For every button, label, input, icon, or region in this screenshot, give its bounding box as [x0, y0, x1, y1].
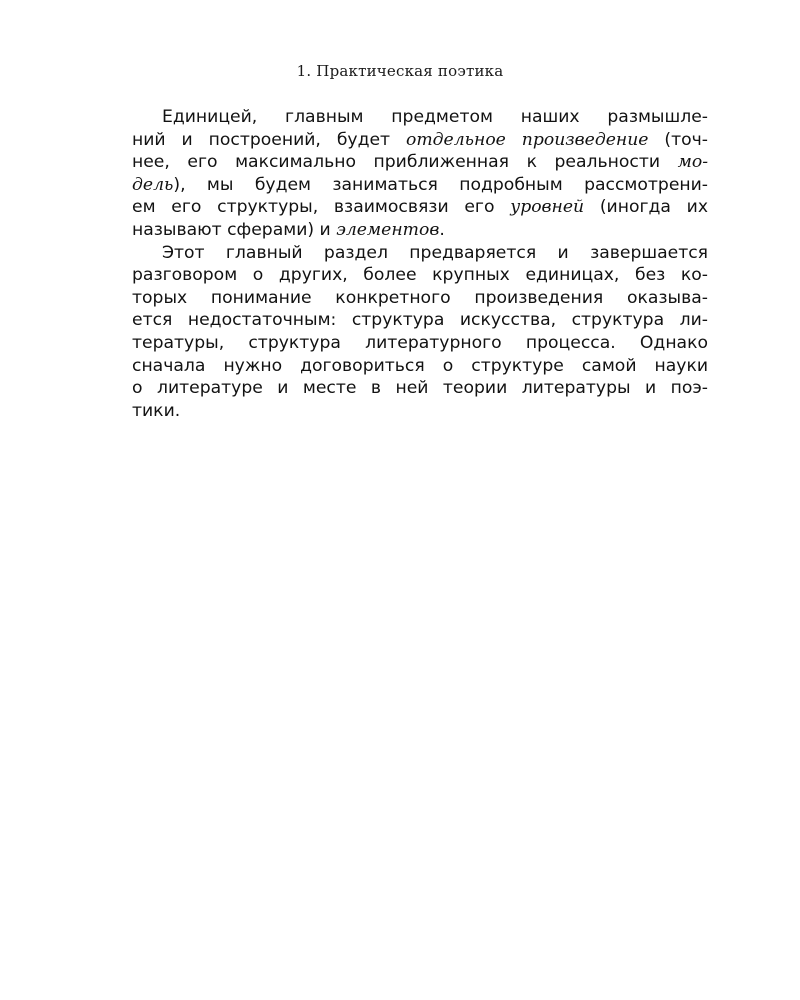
- text-span: ем его структуры, взаимосвязи его: [132, 197, 511, 218]
- italic-term: дель: [132, 174, 174, 195]
- text-line: сначала нужно договориться о структуре самой науки: [132, 355, 708, 376]
- italic-term: элементов: [336, 219, 440, 240]
- running-head: 1. Практическая поэтика: [296, 62, 504, 80]
- text-line: ется недостаточным: структура искусства, структура ли-: [132, 310, 708, 331]
- text-span: (точ-: [648, 129, 708, 150]
- paragraph-1: [132, 106, 708, 242]
- text-span: ), мы будем заниматься подробным рассмотрени-: [173, 174, 708, 195]
- text-line: тики.: [132, 400, 181, 421]
- text-line: [132, 219, 708, 242]
- text-line: о литературе и месте в ней теории литературы и поэ-: [132, 378, 708, 399]
- text-line: [132, 196, 708, 219]
- text-line: [132, 129, 708, 152]
- text-line: [132, 174, 708, 197]
- text-span: .: [439, 219, 445, 240]
- text-line: разговором о других, более крупных единицах, без ко-: [132, 265, 708, 286]
- text-line: [132, 106, 708, 129]
- text-line: торых понимание конкретного произведения оказыва-: [132, 287, 708, 308]
- text-line: тературы, структура литературного процесса. Однако: [132, 332, 708, 353]
- italic-term: уровней: [510, 197, 585, 218]
- italic-term: мо-: [677, 152, 708, 173]
- text-span: ний и построений, будет: [132, 129, 406, 150]
- text-span: называют сферами) и: [132, 219, 337, 240]
- italic-term: отдельное произведение: [406, 129, 649, 150]
- text-line: [132, 151, 708, 174]
- paragraph-2: [132, 242, 708, 423]
- body-text: [132, 106, 708, 422]
- text-span: (иногда их: [584, 197, 708, 218]
- text-span: Единицей, главным предметом наших размышле-: [162, 107, 708, 127]
- text-line: Этот главный раздел предваряется и завершается: [162, 242, 708, 263]
- text-span: нее, его максимально приближенная к реальности: [132, 152, 678, 173]
